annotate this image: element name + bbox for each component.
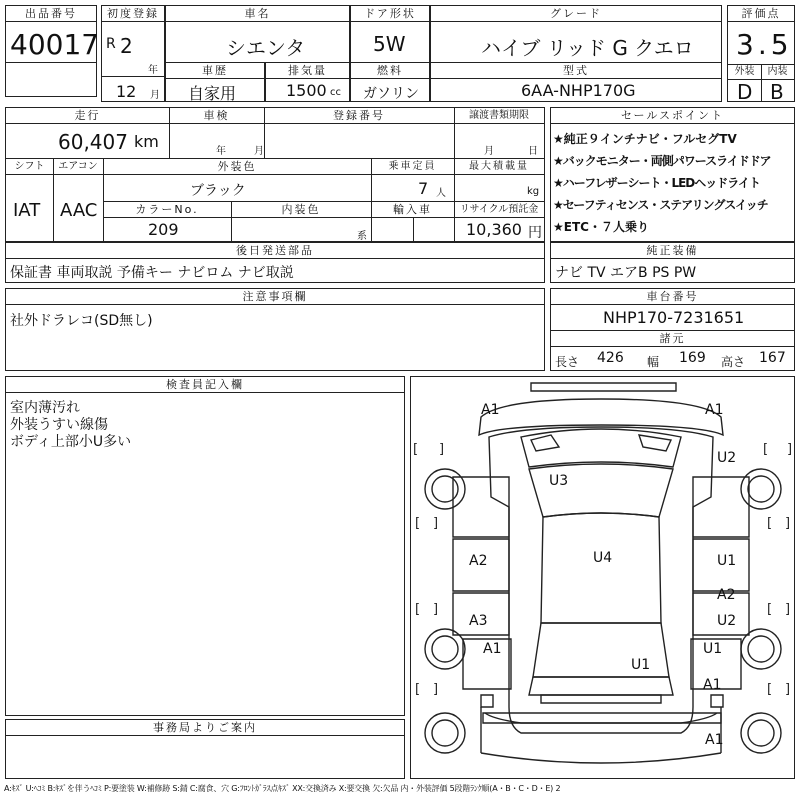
- color-value: ブラック: [190, 183, 246, 199]
- score-value: 3.5: [736, 28, 793, 61]
- mileage-value: 60,407: [58, 130, 128, 154]
- car-name: シエンタ: [226, 36, 306, 60]
- name-label: 車名: [244, 7, 271, 20]
- score-label: 評価点: [741, 7, 781, 20]
- svg-text:]: ]: [785, 602, 791, 617]
- damage-mark: A1: [705, 402, 724, 418]
- load-unit: kg: [527, 186, 540, 197]
- shift-label: シフト: [14, 161, 45, 172]
- inspector-label: 検査員記入欄: [166, 378, 244, 391]
- int-color-unit: 系: [357, 231, 367, 242]
- color-label: 外装色: [217, 160, 257, 173]
- svg-text:]: ]: [433, 602, 439, 617]
- notes-box: [5, 288, 545, 371]
- int-label: 内装: [767, 66, 788, 77]
- damage-mark: A1: [483, 641, 502, 657]
- damage-mark: A1: [703, 677, 722, 693]
- equip-label: 純正装備: [646, 244, 699, 257]
- office-box: [5, 719, 405, 779]
- width-value: 169: [679, 350, 706, 366]
- door-value: 5W: [373, 32, 406, 56]
- damage-mark: A2: [469, 553, 488, 569]
- sales-item: ★セーフティセンス・ステアリングスイッチ: [553, 198, 768, 212]
- lot-label: 出品番号: [25, 7, 77, 20]
- height-label: 高さ: [721, 355, 746, 369]
- door-label: ドア形状: [364, 7, 416, 20]
- office-label: 事務局よりご案内: [153, 721, 257, 734]
- car-diagram: [410, 376, 795, 779]
- damage-mark: U2: [717, 613, 737, 629]
- damage-mark: U2: [717, 450, 737, 466]
- mileage-unit: km: [134, 132, 159, 151]
- damage-mark: A1: [481, 402, 500, 418]
- color-no-label: カラーNo.: [135, 203, 199, 216]
- history-value: 自家用: [188, 84, 237, 103]
- damage-mark: U3: [549, 473, 569, 489]
- equip-box: [550, 242, 795, 283]
- svg-text:[: [: [415, 602, 421, 617]
- parts-value: 保証書 車両取説 予備キー ナビロム ナビ取説: [10, 265, 294, 281]
- svg-text:]: ]: [433, 516, 439, 531]
- recycle-value: 10,360: [466, 220, 522, 239]
- reg-label: 登録番号: [333, 109, 385, 122]
- first-reg-box: [101, 5, 165, 102]
- damage-mark: U1: [703, 641, 723, 657]
- inspect-label: 車検: [203, 109, 230, 122]
- parts-label: 後日発送部品: [236, 244, 314, 257]
- fuel-value: ガソリン: [363, 86, 419, 102]
- disp-value: 1500: [286, 81, 327, 100]
- ac-value: AAC: [60, 200, 98, 221]
- sales-label: セールスポイント: [620, 109, 724, 122]
- parts-box: [5, 242, 545, 283]
- damage-mark: U4: [593, 550, 613, 566]
- mileage-label: 走行: [74, 109, 101, 122]
- notes-label: 注意事項欄: [242, 290, 308, 303]
- model-label: 型式: [563, 64, 589, 77]
- svg-text:[: [: [767, 602, 773, 617]
- dims-label: 諸元: [659, 332, 686, 345]
- model-value: 6AA-NHP170G: [521, 81, 636, 100]
- height-value: 167: [759, 350, 786, 366]
- load-label: 最大積載量: [469, 161, 529, 172]
- grade-value: ハイブ リッド G クエロ: [481, 36, 694, 60]
- disp-label: 排気量: [288, 64, 327, 77]
- svg-text:]: ]: [785, 682, 791, 697]
- grade-label: グレード: [550, 7, 602, 20]
- capacity-value: 7: [418, 179, 429, 198]
- width-label: 幅: [647, 355, 660, 369]
- color-no-value: 209: [148, 220, 179, 239]
- fuel-box: [350, 62, 430, 102]
- damage-mark: A3: [469, 613, 488, 629]
- sales-item: ★ハーフレザーシート・LEDヘッドライト: [553, 176, 760, 190]
- damage-mark: U1: [717, 553, 737, 569]
- sales-box: [550, 107, 795, 242]
- sales-item: ★純正９インチナビ・フルセグTV: [553, 132, 737, 146]
- recycle-unit: 円: [528, 225, 542, 241]
- transfer-month: 月: [484, 146, 494, 157]
- inspect-year: 年: [216, 146, 226, 157]
- equip-value: ナビ TV エアB PS PW: [555, 265, 697, 281]
- inspector-line: 室内薄汚れ: [10, 400, 80, 416]
- capacity-unit: 人: [436, 188, 446, 199]
- disp-box: [265, 62, 350, 102]
- svg-text:[: [: [763, 442, 769, 457]
- history-box: [165, 62, 265, 102]
- lot-number: 40017: [10, 28, 100, 61]
- grade-box: [430, 5, 722, 65]
- svg-text:[: [: [767, 516, 773, 531]
- chassis-value: NHP170-7231651: [603, 308, 745, 327]
- spec-block: [5, 107, 545, 242]
- door-box: [350, 5, 430, 65]
- damage-mark: A2: [717, 587, 736, 603]
- history-label: 車歴: [202, 64, 228, 77]
- transfer-label: 譲渡書類期限: [469, 110, 529, 121]
- shift-value: IAT: [13, 200, 41, 221]
- inspect-month: 月: [254, 146, 264, 157]
- year-value: 2: [120, 34, 133, 58]
- int-grade: B: [770, 80, 784, 104]
- inspector-box: [5, 376, 405, 716]
- svg-text:]: ]: [785, 516, 791, 531]
- fuel-label: 燃料: [377, 64, 403, 77]
- svg-text:[: [: [415, 516, 421, 531]
- recycle-label: リサイクル預託金: [459, 204, 539, 215]
- length-value: 426: [597, 350, 624, 366]
- name-box: [165, 5, 350, 65]
- first-reg-label: 初度登録: [107, 7, 159, 20]
- sales-item: ★ETC・７人乗り: [553, 220, 649, 234]
- car-outline: [411, 377, 794, 778]
- svg-text:]: ]: [433, 682, 439, 697]
- month-value: 12: [116, 82, 137, 101]
- era-value: R: [106, 36, 116, 52]
- score-box: [727, 5, 795, 102]
- ext-label: 外装: [734, 66, 755, 77]
- damage-mark: A1: [705, 732, 724, 748]
- month-unit: 月: [150, 90, 160, 101]
- year-unit: 年: [148, 65, 158, 76]
- disp-unit: cc: [330, 87, 341, 98]
- ext-grade: D: [737, 80, 753, 104]
- lot-box: [5, 5, 100, 97]
- ac-label: エアコン: [58, 161, 98, 172]
- svg-text:]: ]: [787, 442, 793, 457]
- svg-text:]: ]: [439, 442, 445, 457]
- svg-text:[: [: [415, 682, 421, 697]
- import-label: 輸入車: [393, 203, 432, 216]
- transfer-day: 日: [528, 146, 538, 157]
- inspector-line: 外装うすい線傷: [10, 417, 108, 433]
- chassis-label: 車台番号: [646, 290, 699, 303]
- sales-item: ★バックモニター・両側パワースライドドア: [553, 154, 771, 168]
- notes-value: 社外ドラレコ(SD無し): [10, 313, 153, 329]
- int-color-label: 内装色: [281, 203, 321, 216]
- chassis-box: [550, 288, 795, 371]
- legend-text: A:ｷｽﾞ U:ﾍｺﾐ B:ｷｽﾞを伴うﾍｺﾐ P:要塗装 W:補修跡 S:錆 C:腐食、穴 G:ﾌﾛﾝﾄｶﾞﾗｽ点ｷｽﾞ XX:交換済み X:要交換 欠:欠品 内・外装評価 5段階ﾗﾝｸ順(A・B・C・D・E) 2: [4, 784, 561, 793]
- model-box: [430, 62, 722, 102]
- svg-text:[: [: [413, 442, 419, 457]
- damage-mark: U1: [631, 657, 651, 673]
- capacity-label: 乗車定員: [388, 161, 437, 172]
- svg-text:[: [: [767, 682, 773, 697]
- length-label: 長さ: [555, 355, 580, 369]
- inspector-line: ボディ上部小U多い: [10, 434, 132, 450]
